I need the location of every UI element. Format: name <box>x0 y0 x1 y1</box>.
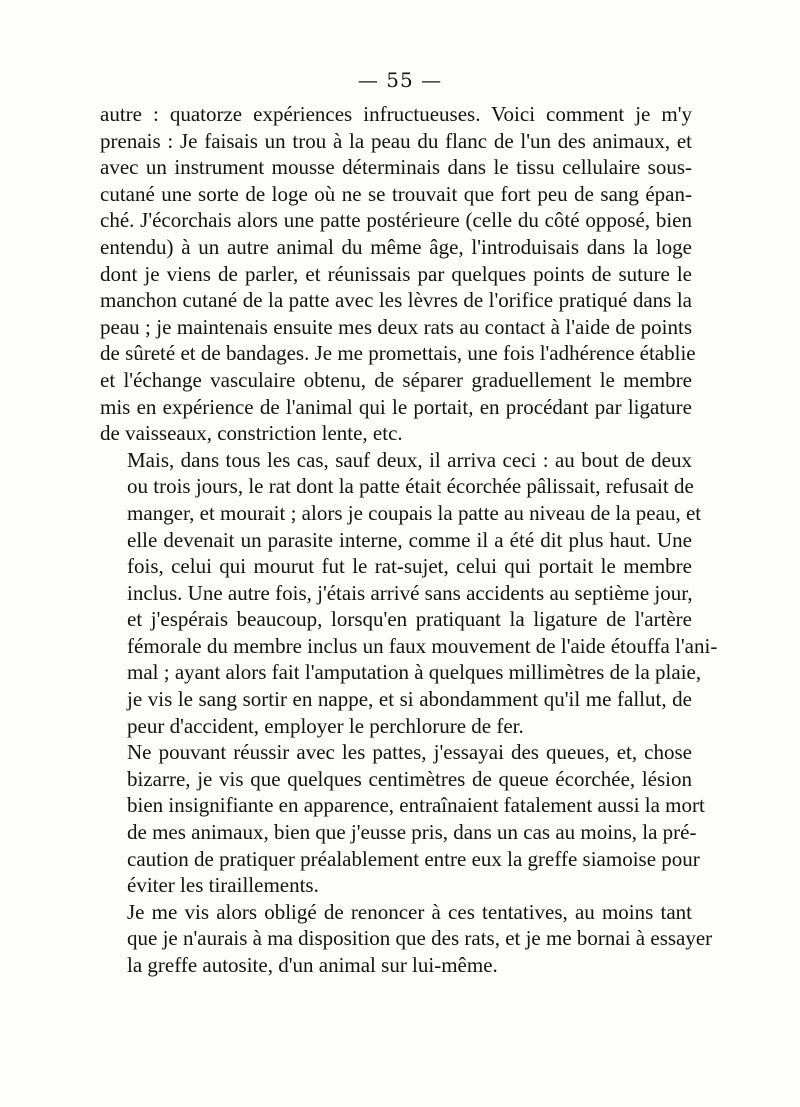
text-line: caution de pratiquer préalablement entre eux la greffe siamoise pour <box>127 846 700 871</box>
text-line: autre : quatorze expériences infructueuses. Voici comment je m'y <box>100 102 692 126</box>
text-line: et l'échange vasculaire obtenu, de séparer graduellement le membre <box>100 367 692 392</box>
paragraph <box>100 447 718 740</box>
text-line: de sûreté et de bandages. Je me promettais, une fois l'adhérence établie <box>100 341 696 366</box>
text-line: et j'espérais beaucoup, lorsqu'en pratiquant la ligature de l'artère <box>127 607 692 632</box>
text-line: mal ; ayant alors fait l'amputation à quelques millimètres de la plaie, <box>127 660 702 685</box>
text-line: prenais : Je faisais un trou à la peau du flanc de l'un des animaux, et <box>100 128 692 153</box>
text-line: bien insignifiante en apparence, entraînaient fatalement aussi la mort <box>127 793 705 818</box>
text-line: Ne pouvant réussir avec les pattes, j'essayai des queues, et, chose <box>127 740 692 765</box>
paragraph <box>100 899 713 979</box>
text-line: peur d'accident, employer le perchlorure de fer. <box>127 713 524 738</box>
body-text <box>100 101 718 979</box>
text-line: mis en expérience de l'animal qui le portait, en procédant par ligature <box>100 394 692 419</box>
text-line: entendu) à un autre animal du même âge, l'introduisais dans la loge <box>100 234 692 259</box>
text-line: cutané une sorte de loge où ne se trouvait que fort peu de sang épan- <box>100 181 692 206</box>
text-line: inclus. Une autre fois, j'étais arrivé sans accidents au septième jour, <box>127 580 693 605</box>
text-line: ou trois jours, le rat dont la patte était écorchée pâlissait, refusait de <box>127 474 694 499</box>
text-line: la greffe autosite, d'un animal sur lui-même. <box>127 953 498 977</box>
text-line: dont je viens de parler, et réunissais par quelques points de suture le <box>100 261 692 286</box>
paragraph <box>100 739 705 899</box>
text-line: ché. J'écorchais alors une patte postérieure (celle du côté opposé, bien <box>100 208 692 233</box>
text-line: de mes animaux, bien que j'eusse pris, dans un cas au moins, la pré- <box>127 820 697 845</box>
text-line: Mais, dans tous les cas, sauf deux, il arriva ceci : au bout de deux <box>127 447 692 472</box>
text-line: éviter les tiraillements. <box>127 873 319 898</box>
text-line: que je n'aurais à ma disposition que des rats, et je me bornai à essayer <box>127 926 713 951</box>
paragraph <box>100 101 696 447</box>
text-line: manger, et mourait ; alors je coupais la patte au niveau de la peau, et <box>127 500 702 525</box>
text-line: avec un instrument mousse déterminais dans le tissu cellulaire sous- <box>100 155 692 180</box>
text-line: manchon cutané de la patte avec les lèvres de l'orifice pratiqué dans la <box>100 288 692 313</box>
text-line: fois, celui qui mourut fut le rat-sujet, celui qui portait le membre <box>127 554 692 579</box>
text-line: elle devenait un parasite interne, comme il a été dit plus haut. Une <box>127 527 692 552</box>
text-line: fémorale du membre inclus un faux mouvement de l'aide étouffa l'ani- <box>127 633 718 658</box>
text-line: bizarre, je vis que quelques centimètres de queue écorchée, lésion <box>127 766 692 791</box>
text-line: Je me vis alors obligé de renoncer à ces tentatives, au moins tant <box>127 899 692 924</box>
text-line: de vaisseaux, constriction lente, etc. <box>100 421 403 446</box>
page-number: — 55 — <box>357 68 443 92</box>
text-line: peau ; je maintenais ensuite mes deux rats au contact à l'aide de points <box>100 314 692 339</box>
text-line: je vis le sang sortir en nappe, et si abondamment qu'il me fallut, de <box>127 687 692 712</box>
